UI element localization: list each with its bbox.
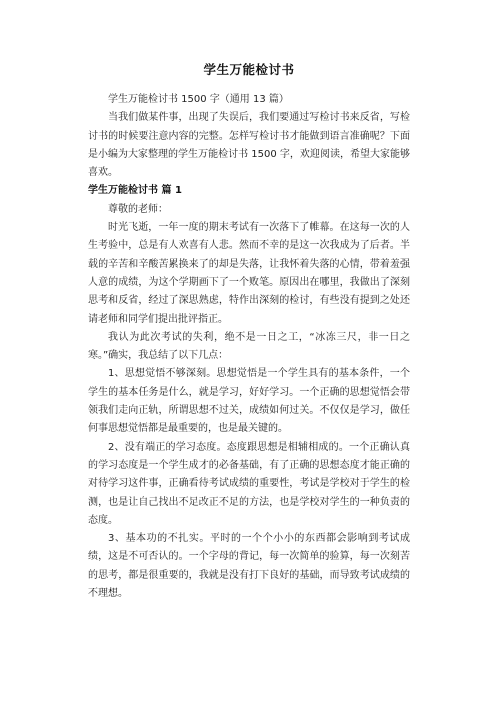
- body-paragraph-4: 2、没有端正的学习态度。态度跟思想是相辅相成的。一个正确认真的学习态度是一个学生成才的必备基础，有了正确的思想态度才能正确的对待学习这件事，正确看待考试成绩的重要性，考试是学校对于学生的检测，也是让自己找出不足改正不足的方法，也是学校对学生的一种负责的态度。: [88, 441, 410, 526]
- body-paragraph-2: 我认为此次考试的失利，绝不是一日之工，“冰冻三尺，非一日之寒。”确实，我总结了以下几点：: [88, 331, 410, 362]
- body-paragraph-5: 3、基本功的不扎实。平时的一个个小小的东西都会影响到考试成绩，这是不可否认的。一个字母的背记，每一次简单的验算，每一次刻苦的思考，都是很重要的，我就是没有打下良好的基础，而导致考试成绩的不理想。: [88, 533, 410, 600]
- intro-paragraph: 当我们做某件事，出现了失误后，我们要通过写检讨书来反省，写检讨书的时候要注意内容的完整。怎样写检讨书才能做到语言准确呢？下面是小编为大家整理的学生万能检讨书 1500 字，欢迎阅读，希望大家能够喜欢。: [88, 112, 410, 179]
- document-title: 学生万能检讨书: [203, 62, 295, 77]
- document-content: [88, 62, 410, 603]
- body-paragraph-1: 时光飞逝，一年一度的期末考试有一次落下了帷幕。在这每一次的人生考验中，总是有人欢喜有人悲。然而不幸的是这一次我成为了后者。半载的辛苦和辛酸苦累换来了的却是失落，让我怀着失落的心情，带着羞强人意的成绩，为这个学期画下了一个败笔。原因出在哪里，我做出了深刻思考和反省，经过了深思熟虑，特作出深刻的检讨，有些没有提到之处还请老师和同学们提出批评指正。: [88, 222, 410, 325]
- section-heading: 学生万能检讨书 篇 1: [88, 185, 182, 197]
- intro-line: 学生万能检讨书 1500 字（通用 13 篇）: [108, 94, 289, 105]
- body-paragraph-3: 1、思想觉悟不够深刻。思想觉悟是一个学生具有的基本条件，一个学生的基本任务是什么，就是学习，好好学习。一个正确的思想觉悟会带领我们走向正轨，所谓思想不过关，成绩如何过关。不仅仅是学习，做任何事思想觉悟都是最重要的，也是最关键的。: [88, 368, 410, 435]
- salutation: 尊敬的老师：: [108, 203, 168, 215]
